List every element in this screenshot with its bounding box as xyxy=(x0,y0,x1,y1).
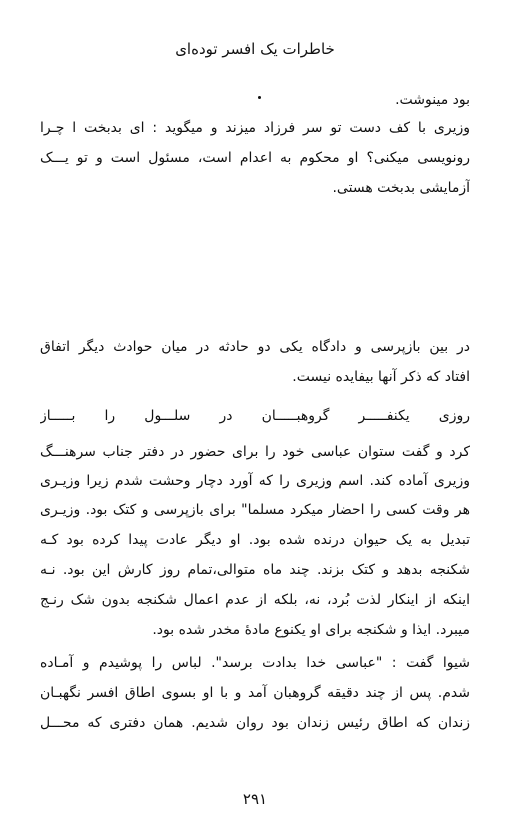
text-line: در بین بازپرسی و دادگاه یکی دو حادثه در میان حوادث دیگر اتفاق xyxy=(40,339,470,355)
text-line: میبرد. ایذا و شکنجه برای او یکنوع مادهٔ مخدر شده بود. xyxy=(152,622,470,638)
text-line: روزی یکنفـــــر گروهبـــــان در سلـــول را بـــــاز xyxy=(40,408,470,424)
text-line: آزمایشی بدبخت هستی. xyxy=(332,180,470,196)
text-line: زندان که اطاق رئیس زندان بود روان شدیم. همان دفتری که محـــل xyxy=(40,715,470,731)
text-line: اینکه از اینکار لذت بُرد، نه، بلکه از عدم اعمال شکنجه بدون شک رنـج xyxy=(40,592,470,608)
page-header-title: خاطرات یک افسر توده‌ای xyxy=(175,40,335,58)
text-line: تبدیل به یک حیوان درنده شده بود. او دیگر عادت پیدا کرده بود کـه xyxy=(40,532,470,548)
text-line: شیوا گفت : "عباسی خدا بدادت برسد". لباس را پوشیدم و آمـاده xyxy=(40,655,470,671)
text-line: رونویسی میکنی؟ او محکوم به اعدام است، مسئول است و تو یـــک xyxy=(40,150,470,166)
text-line: افتاد که ذکر آنها بیفایده نیست. xyxy=(292,369,470,385)
text-line: کرد و گفت ستوان عباسی خود را برای حضور در دفتر جناب سرهنـــگ xyxy=(40,444,470,460)
page-number: ۲۹۱ xyxy=(242,790,268,808)
text-line: شکنجه بدهد و کتک بزند. چند ماه متوالی،تمام روز کارش این بود. نـه xyxy=(40,562,470,578)
text-line: وزیری با کف دست تو سر فرزاد میزند و میگوید : ای بدبخت ا چـرا xyxy=(40,120,470,136)
text-line: بود مینوشت. xyxy=(395,92,470,108)
text-line: شدم. پس از چند دقیقه گروهبان آمد و با او بسوی اطاق افسر نگهبـان xyxy=(40,685,470,701)
text-line: وزیری آماده کند. اسم وزیری را که آورد دچار وحشت شدم زیرا وزیـری xyxy=(40,473,470,489)
text-line: هر وقت کسی را احضار میکرد مسلما" برای بازپرسی و کتک بود. وزیـری xyxy=(40,502,470,518)
